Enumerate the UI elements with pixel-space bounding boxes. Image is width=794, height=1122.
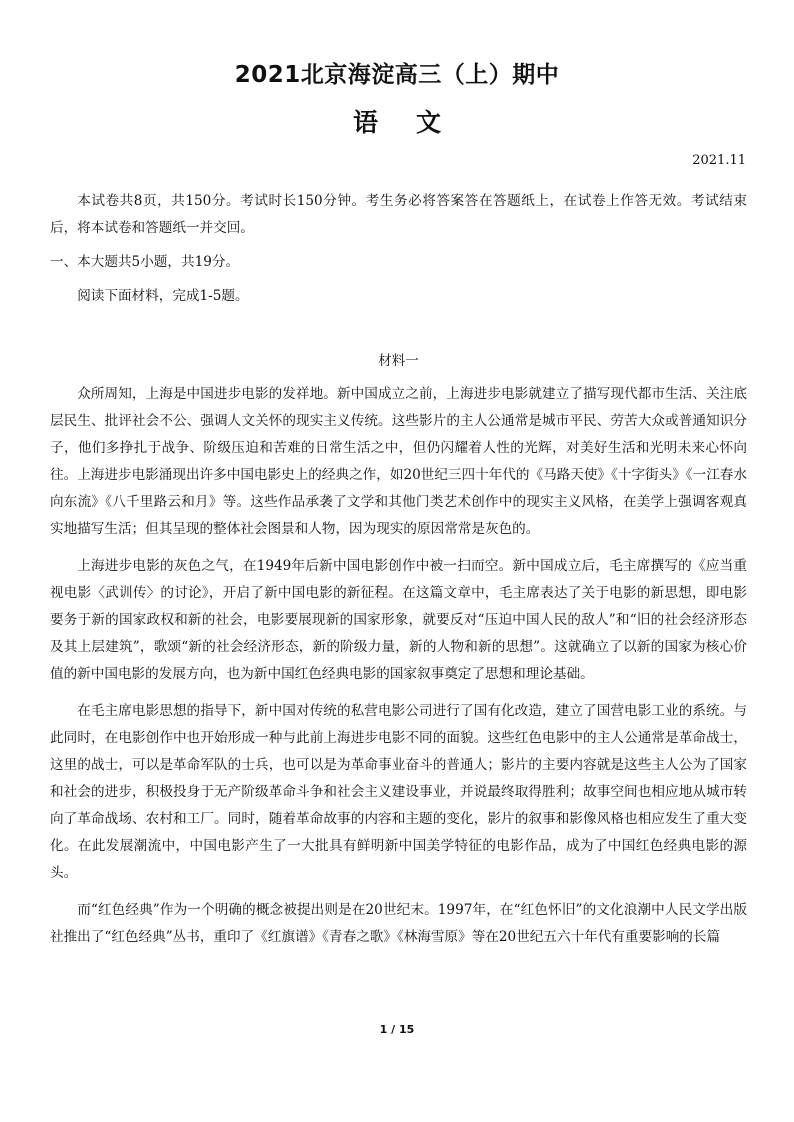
material-title: 材料一 xyxy=(378,353,419,369)
section-heading: 一、本大题共5小题，共19分。 xyxy=(50,254,240,270)
document-body xyxy=(50,188,747,951)
exam-instructions: 本试卷共8页，共150分。考试时长150分钟。考生务必将答案答在答题纸上，在试卷上作答无效。考试结束后，将本试卷和答题纸一并交回。 xyxy=(50,193,747,236)
material-paragraph: 而“红色经典”作为一个明确的概念被提出则是在20世纪末。1997年，在“红色怀旧”的文化浪潮中人民文学出版社推出了“红色经典”丛书，重印了《红旗谱》《青春之歌》《林海雪原》等在20世纪五六十年代有重要影响的长篇 xyxy=(50,902,747,945)
exam-date: 2021.11 xyxy=(692,153,746,168)
material-paragraph: 在毛主席电影思想的指导下，新中国对传统的私营电影公司进行了国有化改造，建立了国营电影工业的系统。与此同时，在电影创作中也开始形成一种与此前上海进步电影不同的面貌。这些红色电影中的主人公通常是革命战士，这里的战士，可以是革命军队的士兵，也可以是为革命事业奋斗的普通人；影片的主要内容就是这些主人公为了国家和社会的进步，积极投身于无产阶级革命斗争和社会主义建设事业，并说最终取得胜利；故事空间也相应地从城市转向了革命战场、农村和工厂。同时，随着革命故事的内容和主题的变化，影片的叙事和影像风格也相应发生了重大变化。在此发展潮流中，中国电影产生了一大批具有鲜明新中国美学特征的电影作品，成为了中国红色经典电影的源头。 xyxy=(50,703,747,881)
section-prompt: 阅读下面材料，完成1-5题。 xyxy=(77,288,249,304)
exam-title: 2021北京海淀高三（上）期中 xyxy=(234,62,560,88)
page-number: 1 / 15 xyxy=(379,1023,415,1036)
material-paragraph: 众所周知，上海是中国进步电影的发祥地。新中国成立之前，上海进步电影就建立了描写现代都市生活、关注底层民生、批评社会不公、强调人文关怀的现实主义传统。这些影片的主人公通常是城市平民、劳苦大众或普通知识分子，他们多挣扎于战争、阶级压迫和苦难的日常生活之中，但仍闪耀着人性的光辉，对美好生活和光明未来心怀向往。上海进步电影涌现出许多中国电影史上的经典之作，如20世纪三四十年代的《马路天使》《十字街头》《一江春水向东流》《八千里路云和月》等。这些作品承袭了文学和其他门类艺术创作中的现实主义风格，在美学上强调客观真实地描写生活；但其呈现的整体社会图景和人物，因为现实的原因常常是灰色的。 xyxy=(50,386,747,537)
material-paragraph: 上海进步电影的灰色之气，在1949年后新中国电影创作中被一扫而空。新中国成立后，毛主席撰写的《应当重视电影〈武训传〉的讨论》，开启了新中国电影的新征程。在这篇文章中，毛主席表达了关于电影的新思想，即电影要务于新的国家政权和新的社会，电影要展现新的国家形象，就要反对“压迫中国人民的敌人”和“旧的社会经济形态及其上层建筑”，歌颂“新的社会经济形态，新的阶级力量，新的人物和新的思想”。这就确立了以新的国家为核心价值的新中国电影的发展方向，也为新中国红色经典电影的国家叙事奠定了思想和理论基础。 xyxy=(50,558,747,682)
subject-title: 语文 xyxy=(352,108,479,137)
